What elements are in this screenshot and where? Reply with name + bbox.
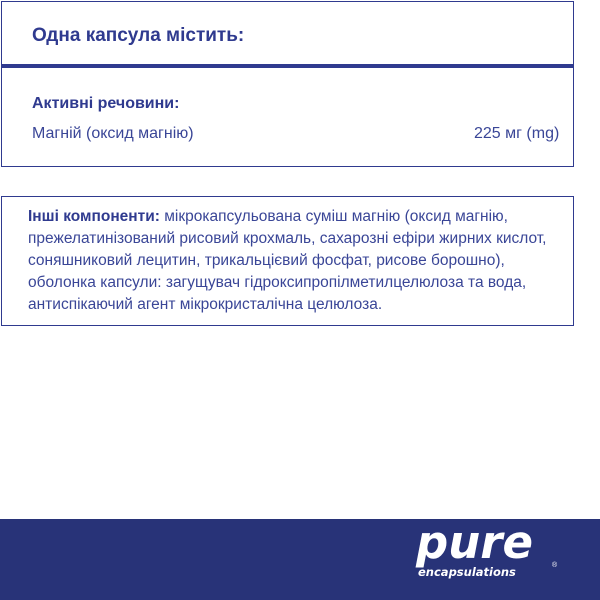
registered-mark-icon: ® [552,562,558,569]
other-components-box [1,196,574,326]
brand-logo [412,516,572,584]
other-components-list: мікрокапсульована суміш магнію (оксид магнію, прежелатинізований рисовий крохмаль, сахарозні ефіри жирних кислот, соняшниковий лецитин, трикальцієвий фосфат, рисове борошно), оболонка капсули: загущувач гідроксипропілметилцелюлоза та вода, антиспікаючий агент мікрокристалічна целюлоза. [28,208,547,313]
logo-wordmark: pure [416,516,533,569]
other-components-text [28,206,564,316]
facts-title: Одна капсула містить: [32,25,245,46]
supplement-facts-box [1,1,574,167]
logo-subtitle: encapsulations [418,565,516,579]
facts-header [2,2,573,68]
ingredient-name: Магній (оксид магнію) [32,125,194,142]
active-ingredients-title: Активні речовини: [32,95,180,112]
other-components-label: Інші компоненти: [28,208,160,225]
ingredient-amount: 225 мг (mg) [474,125,560,142]
